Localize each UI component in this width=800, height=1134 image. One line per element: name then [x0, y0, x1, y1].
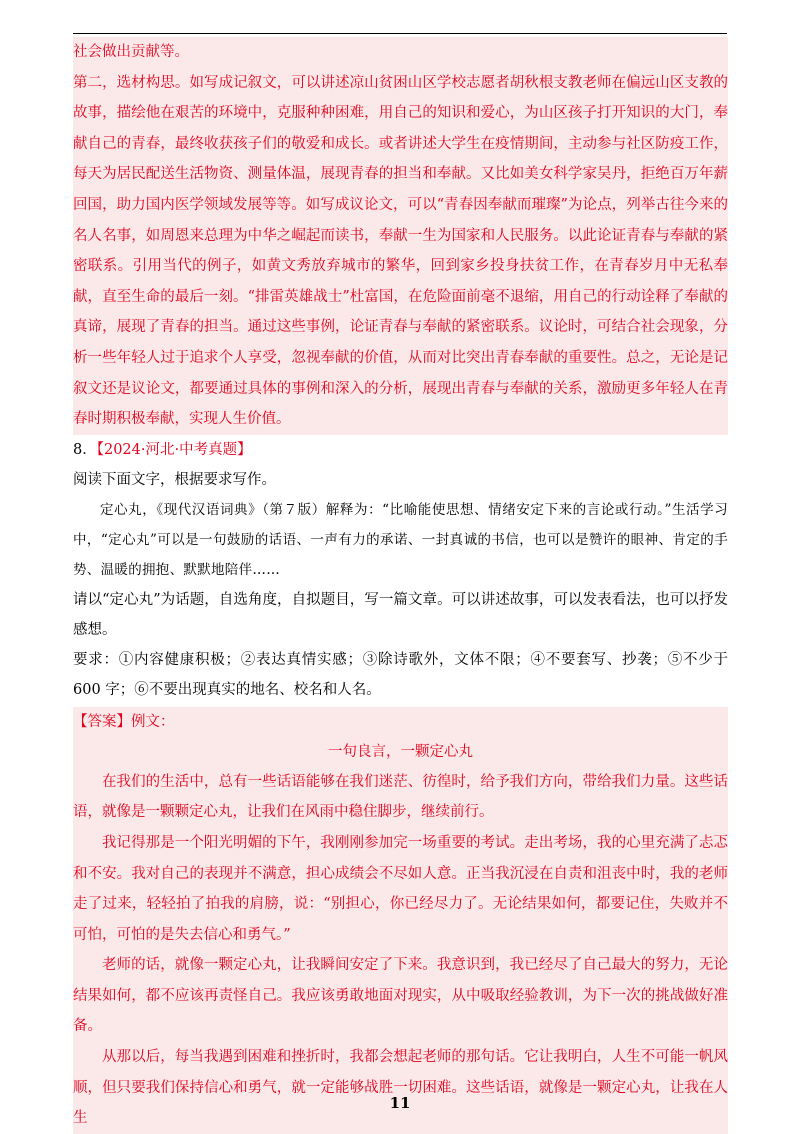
- question-instruction: 阅读下面文字，根据要求写作。: [73, 471, 276, 488]
- question-task: 请以“定心丸”为话题，自选角度，自拟题目，写一篇文章。可以讲述故事，可以发表看法，也可以抒发感想。: [73, 591, 728, 638]
- answer-heading: [73, 707, 728, 737]
- question-source: 【2024·河北·中考真题】: [96, 441, 252, 458]
- prev-answer-line-2: 第二，选材构思。如写成记叙文，可以讲述凉山贫困山区学校志愿者胡秋根支教老师在偏远山区支教的故事，描绘他在艰苦的环境中，克服种种困难，用自己的知识和爱心，为山区孩子打开知识的大门，奉献自己的青春，最终收获孩子们的敬爱和成长。或者讲述大学生在疫情期间，主动参与社区防疫工作，每天为居民配送生活物资、测量体温，展现青春的担当和奉献。又比如美女科学家吴丹，拒绝百万年薪回国，助力国内医学领域发展等等。如写成议论文，可以“青春因奉献而璀璨”为论点，列举古往今来的名人名事，如周恩来总理为中华之崛起而读书，奉献一生为国家和人民服务。以此论证青春与奉献的紧密联系。引用当代的例子，如黄文秀放弃城市的繁华，回到家乡投身扶贫工作，在青春岁月中无私奉献，直至生命的最后一刻。“排雷英雄战士”杜富国，在危险面前毫不退缩，用自己的行动诠释了奉献的真谛，展现了青春的担当。通过这些事例，论证青春与奉献的紧密联系。议论时，可结合社会现象，分析一些年轻人过于追求个人享受，忽视奉献的价值，从而对比突出青春奉献的重要性。总之，无论是记叙文还是议论文，都要通过具体的事例和深入的分析，展现出青春与奉献的关系，激励更多年轻人在青春时期积极奉献，实现人生价值。: [73, 74, 728, 428]
- header-rule: [73, 33, 727, 34]
- essay-paragraph-4: 从那以后，每当我遇到困难和挫折时，我都会想起老师的那句话。它让我明白，人生不可能一帆风顺，但只要我们保持信心和勇气，就一定能够战胜一切困难。这些话语，就像是一颗定心丸，让我在人生: [73, 1049, 728, 1127]
- essay-title: 一句良言，一颗定心丸: [328, 743, 473, 760]
- question-requirements: 要求：①内容健康积极；②表达真情实感；③除诗歌外，文体不限；④不要套写、抄袭；⑤不少于 600 字；⑥不要出现真实的地名、校名和人名。: [73, 651, 728, 698]
- page-number: 11: [389, 1094, 411, 1112]
- answer-tag: 【答案】: [73, 713, 131, 730]
- page-content: [73, 37, 728, 1134]
- essay-paragraph-1: 在我们的生活中，总有一些话语能够在我们迷茫、彷徨时，给予我们方向，带给我们力量。这些话语，就像是一颗颗定心丸，让我们在风雨中稳住脚步，继续前行。: [73, 773, 728, 821]
- prev-answer-line-1: 社会做出贡献等。: [73, 44, 189, 60]
- answer-block: [73, 707, 728, 1134]
- question-header: [73, 435, 728, 465]
- essay-paragraph-2: 我记得那是一个阳光明媚的下午，我刚刚参加完一场重要的考试。走出考场，我的心里充满了忐忑和不安。我对自己的表现并不满意，担心成绩会不尽如人意。正当我沉浸在自责和沮丧中时，我的老师走了过来，轻轻拍了拍我的肩膀，说：“别担心，你已经尽力了。无论结果如何，都要记住，失败并不可怕，可怕的是失去信心和勇气。”: [73, 834, 728, 943]
- essay-body: [73, 767, 728, 1134]
- question-quote: 定心丸，《现代汉语词典》（第７版）解释为：“比喻能使思想、情绪安定下来的言论或行动。”生活学习中，“定心丸”可以是一句鼓励的话语、一声有力的承诺、一封真诚的书信，也可以是赞许的眼神、肯定的手势、温暖的拥抱、默默地陪伴……: [73, 501, 728, 578]
- answer-label: 例文：: [131, 713, 175, 730]
- essay-paragraph-3: 老师的话，就像一颗定心丸，让我瞬间安定了下来。我意识到，我已经尽了自己最大的努力，无论结果如何，都不应该再责怪自己。我应该勇敢地面对现实，从中吸取经验教训，为下一次的挑战做好准备。: [73, 957, 728, 1035]
- previous-answer-block: [73, 37, 728, 435]
- question-number: 8．: [73, 441, 97, 458]
